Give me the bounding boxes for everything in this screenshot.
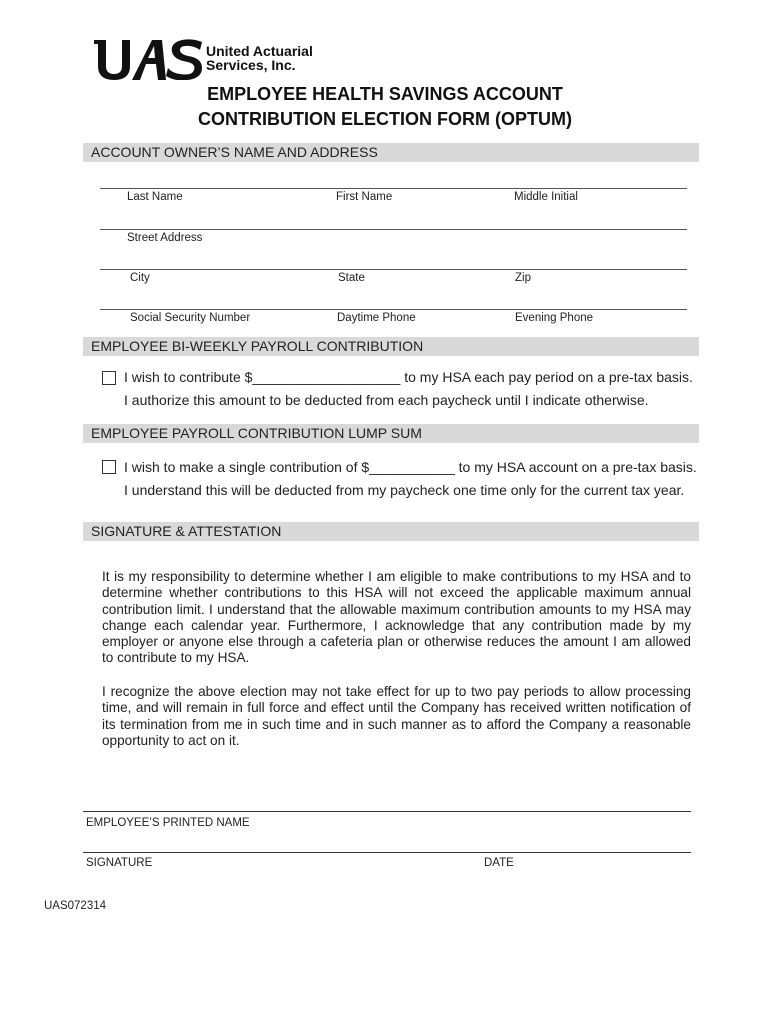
middle-initial-label: Middle Initial [514,191,578,203]
section-header-signature [83,522,699,541]
last-name-label: Last Name [127,191,183,203]
uas-logo [92,38,204,80]
city-label: City [130,272,150,284]
biweekly-authorization-line: I authorize this amount to be deducted from each paycheck until I indicate otherwise. [124,392,649,408]
section-header-lump-sum-text: EMPLOYEE PAYROLL CONTRIBUTION LUMP SUM [91,425,422,441]
state-label: State [338,272,365,284]
lump-sum-understanding-line: I understand this will be deducted from my paycheck one time only for the current tax year. [124,482,685,498]
biweekly-checkbox[interactable] [102,371,116,385]
form-title-line1: EMPLOYEE HEALTH SAVINGS ACCOUNT [207,84,563,104]
name-line[interactable] [100,188,687,189]
section-header-owner-text: ACCOUNT OWNER’S NAME AND ADDRESS [91,144,378,160]
form-title-line2: CONTRIBUTION ELECTION FORM (OPTUM) [198,109,572,129]
daytime-phone-label: Daytime Phone [337,312,416,324]
city-state-zip-line[interactable] [100,269,687,270]
section-header-signature-text: SIGNATURE & ATTESTATION [91,523,282,539]
section-header-biweekly-text: EMPLOYEE BI-WEEKLY PAYROLL CONTRIBUTION [91,338,424,354]
lump-sum-checkbox[interactable] [102,460,116,474]
lump-sum-contribution-line: I wish to make a single contribution of $___________ to my HSA account on a pre-tax basis. [124,459,697,475]
first-name-label: First Name [336,191,393,203]
company-name-line2: Services, Inc. [206,57,296,73]
company-name [206,44,313,72]
ssn-phone-line[interactable] [100,309,687,310]
company-name-line1: United Actuarial [206,43,313,59]
ssn-label: Social Security Number [130,312,251,324]
section-header-owner [83,143,699,162]
date-label: DATE [484,857,514,869]
section-header-biweekly [83,337,699,356]
form-code: UAS072314 [44,900,107,912]
section-header-lump-sum [83,424,699,443]
street-address-label: Street Address [127,232,203,244]
biweekly-contribution-line: I wish to contribute $___________________ to my HSA each pay period on a pre-tax basis. [124,369,693,385]
zip-label: Zip [515,272,531,284]
attestation-paragraph-1: It is my responsibility to determine whether I am eligible to make contributions to my HSA and to determine whether contributions to this HSA will not exceed the applicable maximum annual contribution limit. I understand that the allowable maximum contribution amounts to my HSA may change each calendar year. Furthermore, I acknowledge that any contribution made by my employer or anyone else through a cafeteria plan or otherwise reduces the amount I am allowed to contribute to my HSA. [102,569,691,666]
street-address-line[interactable] [100,229,687,230]
attestation-paragraph-2: I recognize the above election may not take effect for up to two pay periods to allow processing time, and will remain in full force and effect until the Company has received written notification of its termination from me in such time and in such manner as to afford the Company a reasonable opportunity to act on it. [102,684,691,748]
signature-label: SIGNATURE [86,857,153,869]
printed-name-line[interactable] [83,811,691,812]
printed-name-label: EMPLOYEE’S PRINTED NAME [86,817,250,829]
evening-phone-label: Evening Phone [515,312,594,324]
signature-line[interactable] [83,852,691,853]
